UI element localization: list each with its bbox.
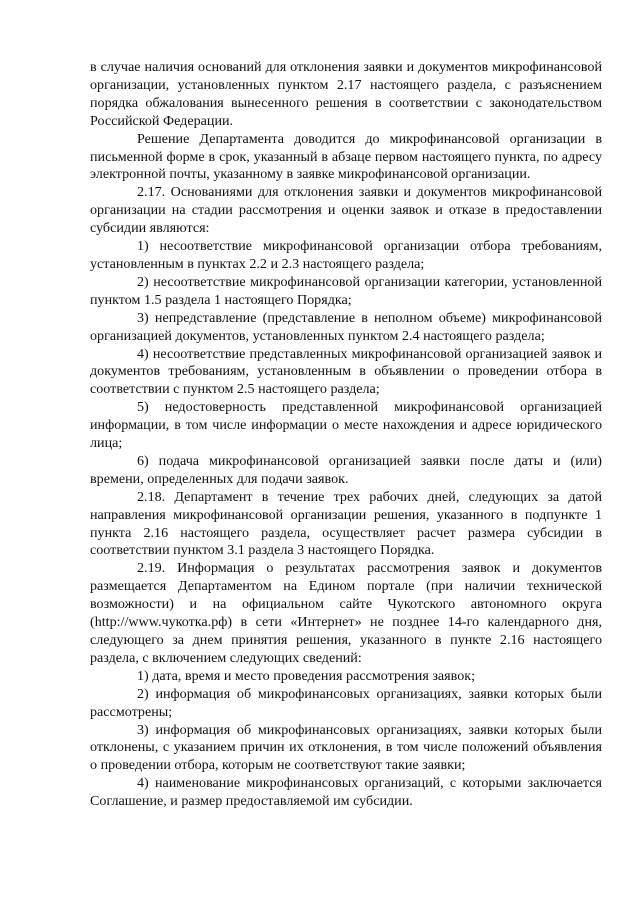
paragraph-decision-notification: Решение Департамента доводится до микрофинансовой организации в письменной форме в срок, указанный в абзаце первом настоящего пункта, по адресу электронной почты, указанному в заявке микрофинансовой организации. [90, 130, 602, 183]
list-item-2-17-5: 5) недостоверность представленной микрофинансовой организацией информации, в том числе информации о месте нахождения и адресе юридического лица; [90, 399, 602, 452]
list-item-2-19-3: 3) информация об микрофинансовых организациях, заявки которых были отклонены, с указанием причин их отклонения, в том числе положений объявления о проведении отбора, которым не соответствуют такие заявки; [90, 721, 602, 774]
list-item-2-17-2: 2) несоответствие микрофинансовой организации категории, установленной пунктом 1.5 раздела 1 настоящего Порядка; [90, 273, 602, 308]
list-item-2-19-4: 4) наименование микрофинансовых организаций, с которыми заключается Соглашение, и размер предоставляемой им субсидии. [90, 775, 602, 810]
paragraph-2-18: 2.18. Департамент в течение трех рабочих дней, следующих за датой направления микрофинансовой организации решения, указанного в подпункте 1 пункта 2.16 настоящего раздела, осуществляет расчет размера субсидии в соответствии пунктом 3.1 раздела 3 настоящего Порядка. [90, 488, 602, 559]
list-item-2-19-2: 2) информация об микрофинансовых организациях, заявки которых были рассмотрены; [90, 685, 602, 720]
list-item-2-19-1: 1) дата, время и место проведения рассмотрения заявок; [137, 667, 476, 684]
list-item-2-17-4: 4) несоответствие представленных микрофинансовой организацией заявок и документов требованиям, установленным в объявлении о проведении отбора в соответствии с пунктом 2.5 настоящего раздела; [90, 345, 602, 398]
paragraph-2-17: 2.17. Основаниями для отклонения заявки и документов микрофинансовой организации на стадии рассмотрения и оценки заявок и отказе в предоставлении субсидии являются: [90, 184, 602, 237]
list-item-2-17-1: 1) несоответствие микрофинансовой организации отбора требованиям, установленным в пунктах 2.2 и 2.3 настоящего раздела; [90, 238, 602, 272]
list-item-2-17-6: 6) подача микрофинансовой организацией заявки после даты и (или) времени, определенных для подачи заявок. [90, 452, 602, 487]
document-body [90, 59, 602, 811]
paragraph-rejection-grounds-continuation: в случае наличия оснований для отклонения заявки и документов микрофинансовой организации, установленных пунктом 2.17 настоящего раздела, с разъяснением порядка обжалования вынесенного решения в соответствии с законодательством Российской Федерации. [90, 59, 602, 129]
list-item-2-17-3: 3) непредставление (представление в неполном объеме) микрофинансовой организацией документов, установленных пунктом 2.4 настоящего раздела; [90, 309, 602, 344]
paragraph-2-19: 2.19. Информация о результатах рассмотрения заявок и документов размещается Департаментом на Едином портале (при наличии технической возможности) и на официальном сайте Чукотского автономного округа (http://www.чукотка.рф) в сети «Интернет» не позднее 14-го календарного дня, следующего за днем принятия решения, указанного в пункте 2.16 настоящего раздела, с включением следующих сведений: [90, 560, 602, 666]
